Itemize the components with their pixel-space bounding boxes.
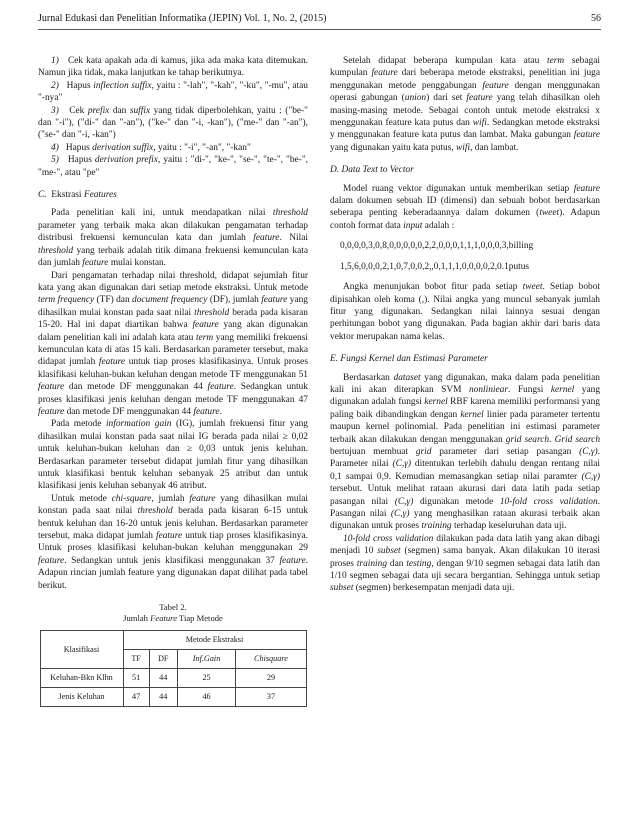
table-col-header: DF [149, 650, 177, 669]
paragraph: Pada penelitian kali ini, untuk mendapatkan nilai threshold parameter yang terbaik maka akan dilakukan pengamatan terhadap distribusi frekuensi kemunculan kata dan jumlah feature. Nilai threshold yang terbaik adalah titik dimana frekuensi kemunculan kata dan jumlah feature mulai konstan. [38, 208, 308, 269]
header-rule [38, 29, 601, 30]
list-item: 3) Cek prefix dan suffix yang tidak diperbolehkan, yaitu : ("be-" dan "-i"), ("di-" dan "-an"), ("ke-" dan "-i, -kan"), ("me-" dan "-an"), ("se-" dan "-i, -kan") [38, 105, 308, 141]
page-header [38, 13, 601, 25]
page-number: 56 [591, 13, 601, 24]
vector-example-1: 0,0,0,0,3,0,8,0,0,0,0,0,2,2,0,0,0,1,1,1,0,0,0,3,billing [340, 241, 534, 252]
table-col-header: Inf.Gain [177, 650, 236, 669]
left-column [38, 55, 308, 707]
table-group-header: Metode Ekstraksi [123, 631, 306, 650]
table-corner-header: Klasifikasi [40, 631, 123, 669]
section-heading-c: C. Ekstrasi Features [38, 190, 117, 201]
paragraph: Pada metode information gain (IG), jumlah frekuensi fitur yang dihasilkan mulai konstan pada saat nilai IG berada pada nilai ≥ 0,02 untuk keluhan-bukan keluhan dan ≥ 0,03 untuk jenis keluhan. Berdasarkan parameter tersebut didapat jumlah fitur yang dihasilkan untuk klasifikasi bentuk keluhan sebanyak 25 atribut dan untuk klasifikasi jenis keluhan sebanyak 46 atribut. [38, 419, 308, 492]
stemming-steps-list [38, 55, 308, 179]
table-caption: Tabel 2. Jumlah Feature Tiap Metode [123, 602, 223, 624]
table-row-label: Jenis Keluhan [40, 688, 123, 707]
list-item: 2) Hapus inflection suffix, yaitu : "-lah", "-kah", "-ku", "-mu", atau "-nya" [38, 80, 308, 104]
table-cell: 44 [149, 688, 177, 707]
paragraph: Untuk metode chi-square, jumlah feature yang dihasilkan mulai konstan pada saat nilai threshold berada pada kisaran 6-15 untuk bentuk keluhan dan 16-20 untuk jenis keluhan. Berdasarkan parameter tersebut, maka didapat jumlah feature untuk tiap proses klasifikasinya. Untuk proses klasifikasi keluhan-bukan keluhan menggunakan 29 feature. Sedangkan untuk jenis klasifikasi menggunakan 37 feature. Adapun rincian jumlah feature yang digunakan dapat dilihat pada tabel berikut. [38, 493, 308, 591]
table-cell: 25 [177, 669, 236, 688]
table-cell: 44 [149, 669, 177, 688]
table-row-label: Keluhan-Bkn Klhn [40, 669, 123, 688]
paragraph: Angka menunjukan bobot fitur pada setiap tweet. Setiap bobot dipisahkan oleh koma (,). Nilai angka yang muncul sebanyak jumlah fitur yang digunakan. Sedangkan nilai lainnya sesuai dengan perhitungan bobot yang digunakan. Pada bagian akhir dari baris data vektor merupakan nama kelas. [330, 282, 600, 342]
list-item: 4) Hapus derivation suffix, yaitu : "-i", "-an", "-kan" [51, 142, 251, 153]
right-column [330, 55, 600, 595]
list-item: 5) Hapus derivation prefix, yaitu : "di-", "ke-", "se-", "te-", "be-", "me-", atau "pe" [38, 155, 308, 178]
section-heading-e: E. Fungsi Kernel dan Estimasi Parameter [330, 354, 488, 365]
paragraph: Berdasarkan dataset yang digunakan, maka dalam pada penelitian kali ini akan diterapkan SVM nonliniear. Fungsi kernel yang digunakan adalah fungsi kernel RBF karena memiliki performansi yang paling baik dibandingkan dengan kernel linier pada parameter tertentu maupun kernel polinomial. Pada penelitian ini estimasi parameter terbaik akan dilakukan dengan menggunakan grid search. Grid search bertujuan membuat grid parameter dari setiap pasangan (C,γ). Parameter nilai (C,γ) ditentukan terlebih dahulu dengan rentang nilai 0,1 sampai 0,9. Kemudian memasangkan setiap nilai paramter (C,γ) tersebut. Untuk melihat rataan akurasi dari data latih pada setiap pasangan nilai (C,γ) digunakan metode 10-fold cross validation. Pasangan nilai (C,γ) yang menghasilkan rataan akurasi terbaik akan digunakan untuk proses training terhadap keseluruhan data uji. [330, 372, 601, 532]
paragraph: Dari pengamatan terhadap nilai threshold, didapat sejumlah fitur kata yang akan digunakan dari setiap metode ekstraksi. Untuk metode term frequency (TF) dan document frequency (DF), jumlah feature yang dihasilkan mulai konstan pada saat nilai threshold berada pada kisaran 15-20. Hal ini dapat diartikan bahwa feature yang akan digunakan dalam penelitian kali ini adalah kata atau term yang memiliki frekuensi kemunculan kata di atas 15 kali. Berdasarkan parameter tersebut, maka didapat jumlah feature untuk tiap proses klasifikasinya. Untuk proses klasifikasi keluhan-bukan keluhan dengan metode TF menggunakan 51 feature dan metode DF menggunakan 44 feature. Sedangkan untuk proses klasifikasi jenis keluhan dengan metode TF menggunakan 47 feature dan metode DF menggunakan 44 feature. [38, 270, 308, 417]
table-cell: 29 [236, 669, 306, 688]
paragraph: Setelah didapat beberapa kumpulan kata atau term sebagai kumpulan feature dari beberapa metode ekstraksi, penelitian ini juga menggunakan metode penggabungan feature dengan menggunakan operasi gabungan (union) dari set feature yang telah dihasilkan oleh masing-masing metode. Sebagai contoh untuk metode ekstraksi x menggunakan feature kata putus dan wifi. Sedangkan metode ekstraksi y menggunakan feature kata putus dan lambat. Maka gabungan feature yang digunakan yaitu kata putus, wifi, dan lambat. [330, 56, 600, 153]
section-heading-d: D. Data Text to Vector [330, 165, 414, 176]
table-cell: 51 [123, 669, 149, 688]
vector-example-2: 1,5,6,0,0,0,2,1,0,7,0,0,2,,0,1,1,1,0,0,0,0,2,0.1putus [340, 261, 530, 272]
table-col-header: TF [123, 650, 149, 669]
table-row [40, 688, 306, 707]
table-cell: 47 [123, 688, 149, 707]
paragraph: Model ruang vektor digunakan untuk memberikan setiap feature dalam dokumen sebuah ID (dimensi) dan sebuah bobot berdasarkan seberapa penting keberadaannya dalam dokumen (tweet). Adapun contoh format data input adalah : [330, 183, 600, 231]
table-row [40, 669, 306, 688]
table-col-header: Chisquare [236, 650, 306, 669]
feature-count-table [40, 630, 307, 707]
table-cell: 46 [177, 688, 236, 707]
list-item: 1) Cek kata apakah ada di kamus, jika ada maka kata ditemukan. Namun jika tidak, maka lanjutkan ke tahap berikutnya. [38, 56, 308, 79]
paragraph: 10-fold cross validation dilakukan pada data latih yang akan dibagi menjadi 10 subset (segmen) sama banyak. Akan dilakukan 10 iterasi proses training dan testing, dengan 9/10 segmen sebagai data latih dan 1/10 segmen sebagai data uji secara bergantian. Sehingga untuk setiap subset (segmen) berkesempatan menjadi data uji. [330, 533, 600, 594]
journal-title: Jurnal Edukasi dan Penelitian Informatika (JEPIN) Vol. 1, No. 2, (2015) [38, 13, 327, 24]
table-cell: 37 [236, 688, 306, 707]
